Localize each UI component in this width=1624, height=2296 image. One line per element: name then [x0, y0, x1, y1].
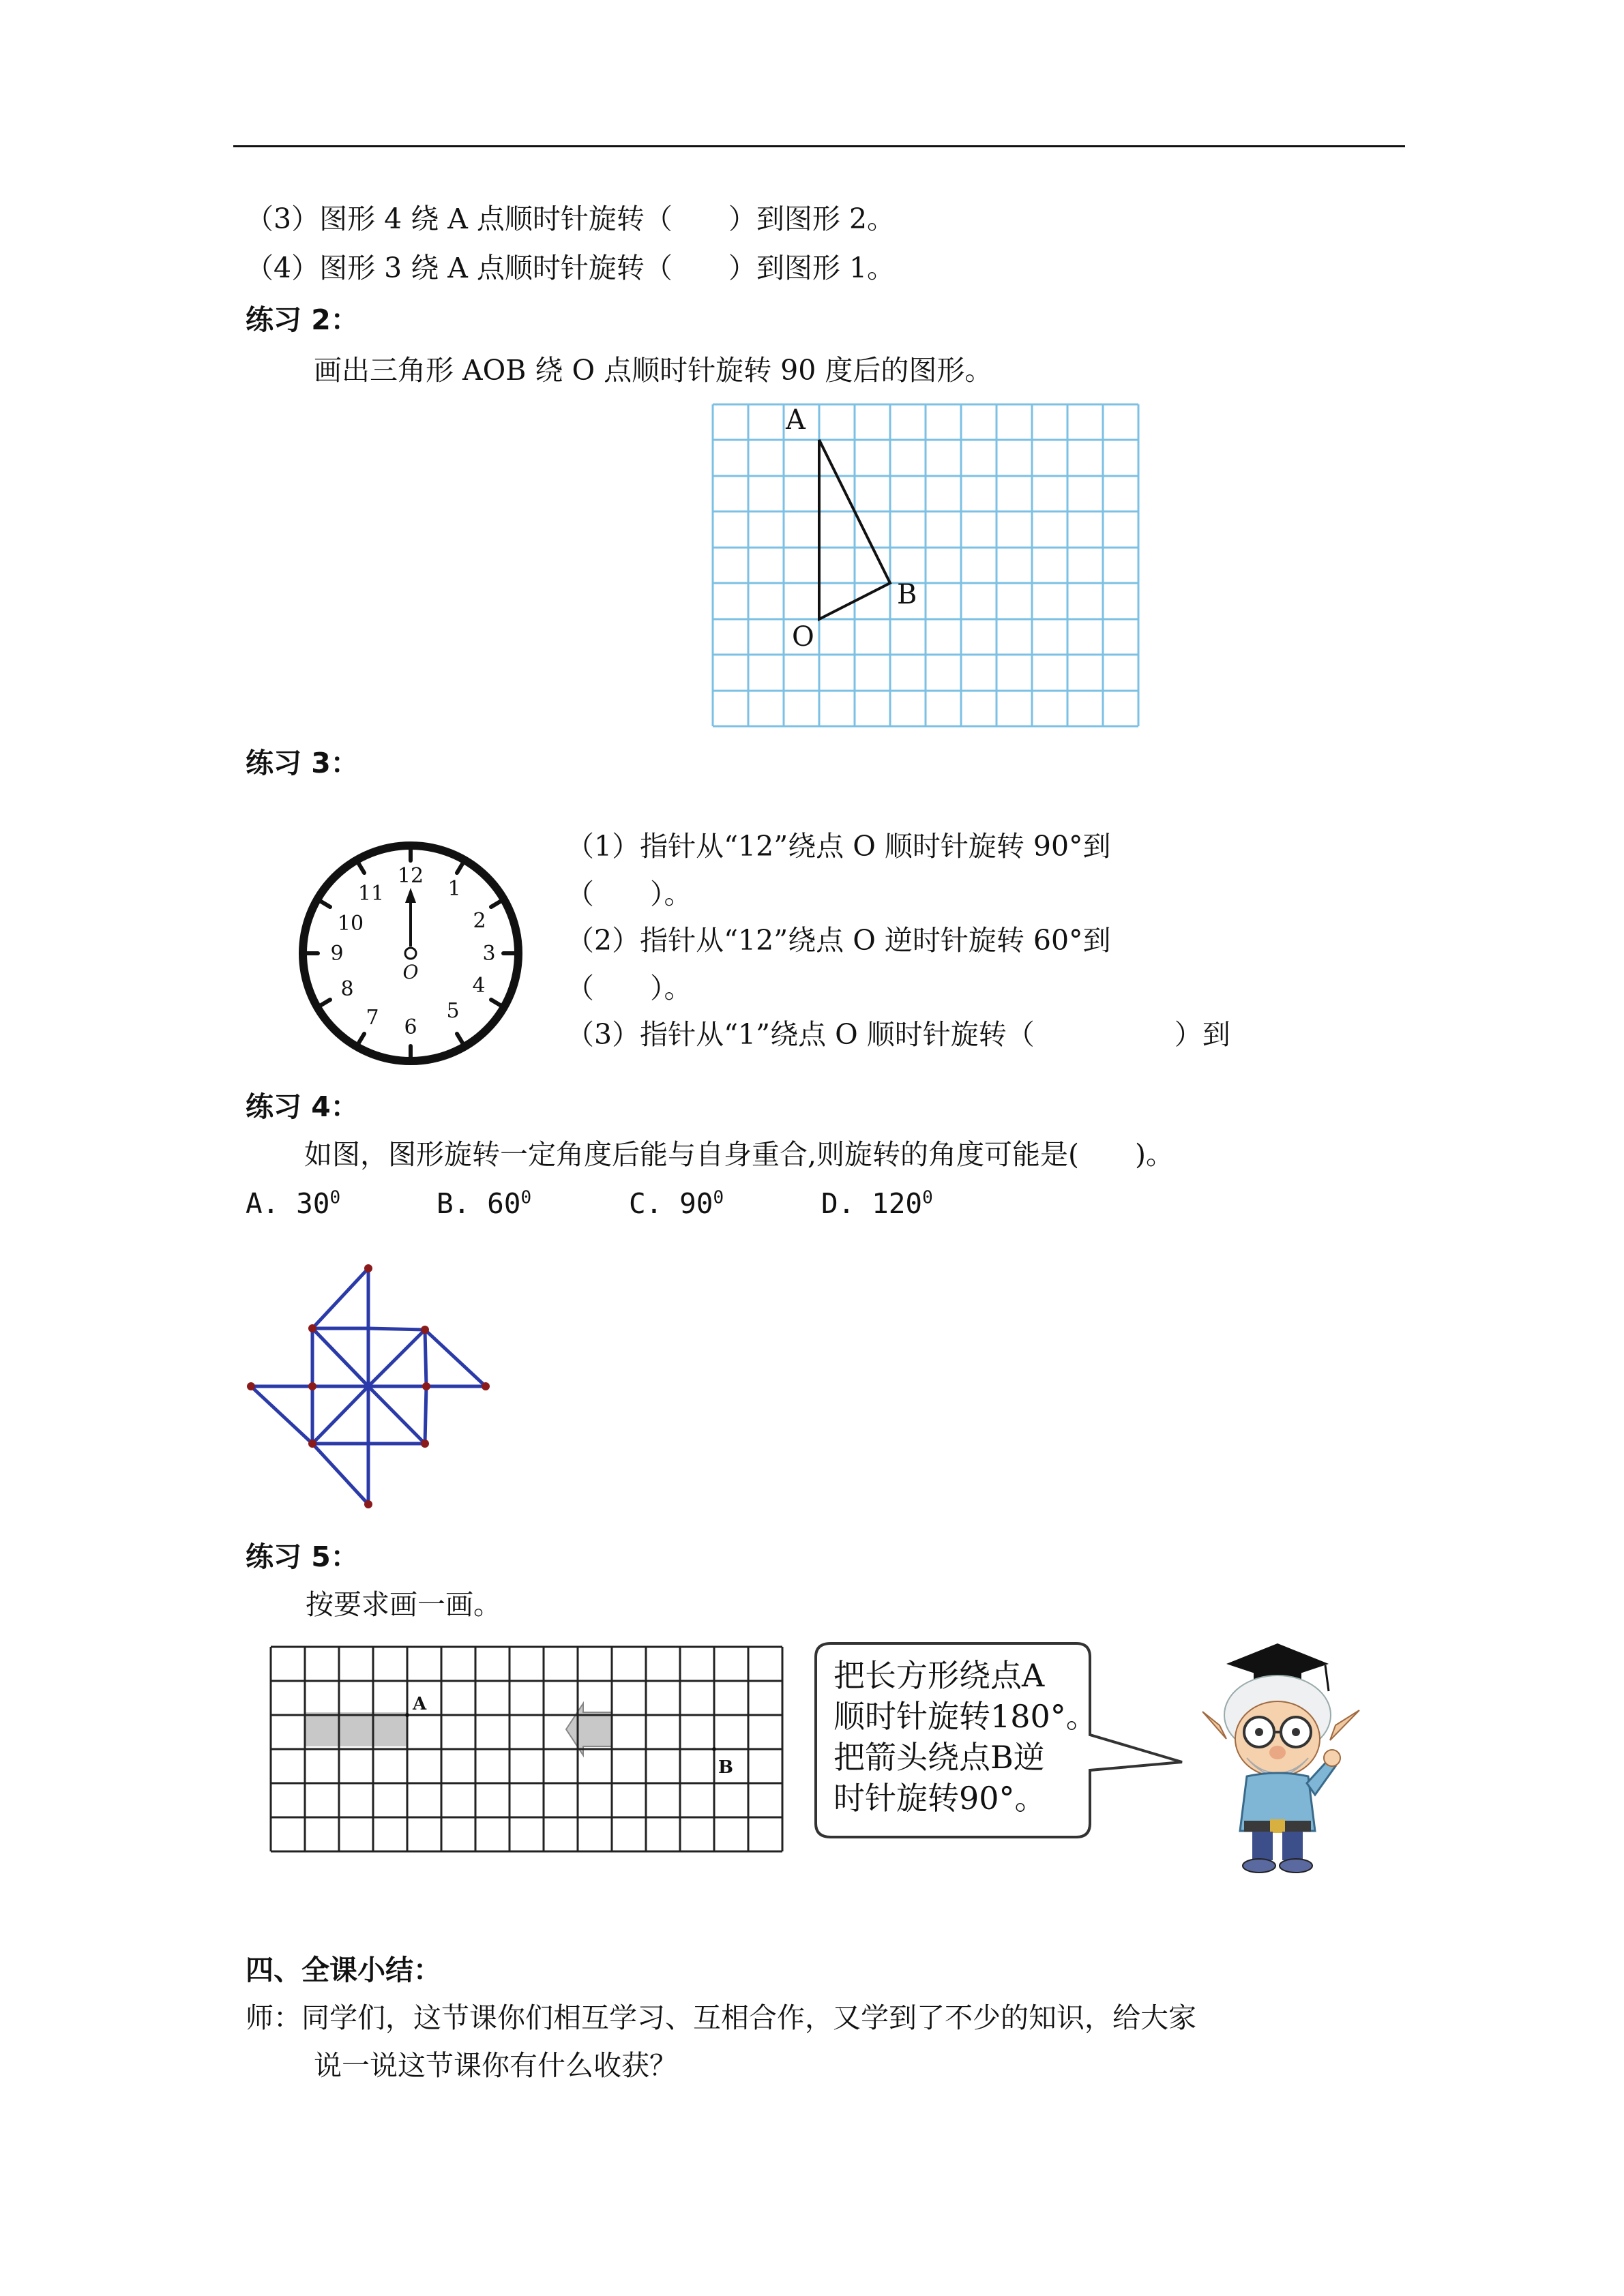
gray-rectangle [305, 1712, 407, 1746]
clock-number-9: 9 [330, 942, 344, 966]
option-a-letter: A. [246, 1187, 280, 1220]
clock-number-8: 8 [340, 977, 354, 1001]
exercise-4-question: 如图，图形旋转一定角度后能与自身重合,则旋转的角度可能是( )。 [304, 1138, 1175, 1171]
point-a-dot [405, 1713, 409, 1717]
black-grid [271, 1647, 782, 1851]
exercise-4-label: 练习 4： [246, 1090, 359, 1123]
clock-number-10: 10 [337, 912, 364, 936]
ex3-q2-line1: （2）指针从“12”绕点 O 逆时针旋转 60°到 [566, 924, 1111, 957]
bubble-line-4: 时针旋转90°。 [833, 1780, 1046, 1817]
option-d [821, 1187, 933, 1221]
clock-number-5: 5 [446, 999, 460, 1023]
ex3-q3-line1: （3）指针从“1”绕点 O 顺时针旋转（ ）到 [566, 1018, 1230, 1051]
shapes-grid-figure [259, 1643, 798, 1862]
grid-point-a-label: A [413, 1694, 427, 1714]
ex3-q1-line1: （1）指针从“12”绕点 O 顺时针旋转 90°到 [566, 830, 1111, 863]
clock-center-label: O [402, 961, 419, 983]
pinwheel-lines [251, 1268, 486, 1504]
option-c [629, 1187, 724, 1221]
option-d-value: 120 [872, 1187, 923, 1220]
exercise-5-label: 练习 5： [246, 1540, 359, 1573]
summary-heading: 四、全课小结： [246, 1954, 441, 1986]
ex3-q2-line2: （ ）。 [566, 972, 692, 1004]
clock-number-7: 7 [366, 1006, 379, 1030]
clock-number-11: 11 [357, 882, 385, 906]
clock-number-12: 12 [397, 864, 424, 888]
exercise-2-label: 练习 2： [246, 303, 359, 336]
option-a [246, 1187, 340, 1221]
clock-number-6: 6 [404, 1015, 417, 1039]
option-d-sup: 0 [922, 1187, 933, 1208]
clock-number-2: 2 [473, 909, 486, 933]
option-b [437, 1187, 531, 1221]
exercise-2-instruction: 画出三角形 AOB 绕 O 点顺时针旋转 90 度后的图形。 [314, 354, 993, 387]
option-b-value: 60 [487, 1187, 521, 1220]
point-b-label: B [897, 579, 917, 610]
blue-grid [713, 404, 1138, 726]
bubble-line-2: 顺时针旋转180°。 [833, 1698, 1097, 1735]
summary-paragraph-line1: 师：同学们，这节课你们相互学习、互相合作，又学到了不少的知识，给大家 [246, 2001, 1196, 2034]
ex3-q1-line2: （ ）。 [566, 878, 692, 910]
point-b-dot [712, 1747, 716, 1751]
clock-number-1: 1 [447, 877, 461, 901]
option-c-letter: C. [629, 1187, 663, 1220]
point-a-label: A [786, 404, 806, 436]
option-c-sup: 0 [713, 1187, 724, 1208]
option-c-value: 90 [679, 1187, 713, 1220]
gray-arrow [566, 1703, 612, 1755]
exercise-3-label: 练习 3： [246, 747, 359, 779]
grid-triangle-figure [703, 399, 1153, 733]
exercise-5-instruction: 按要求画一画。 [306, 1588, 501, 1621]
clock-pivot [405, 948, 416, 959]
option-a-sup: 0 [329, 1187, 341, 1208]
question-3: （3）图形 4 绕 A 点顺时针旋转（ ）到图形 2。 [246, 203, 896, 235]
clock-number-4: 4 [472, 974, 486, 998]
option-b-letter: B. [437, 1187, 471, 1220]
bubble-line-1: 把长方形绕点A [833, 1657, 1045, 1694]
point-o-label: O [792, 621, 814, 653]
option-d-letter: D. [821, 1187, 855, 1220]
pinwheel-figure [239, 1255, 498, 1514]
professor-character-icon [1199, 1637, 1363, 1879]
header-rule [233, 145, 1405, 147]
option-b-sup: 0 [520, 1187, 532, 1208]
summary-paragraph-line2: 说一说这节课你有什么收获？ [314, 2049, 677, 2082]
option-a-value: 30 [296, 1187, 330, 1220]
bubble-line-3: 把箭头绕点B逆 [833, 1739, 1045, 1776]
question-4: （4）图形 3 绕 A 点顺时针旋转（ ）到图形 1。 [246, 252, 896, 284]
clock-number-3: 3 [482, 942, 496, 966]
clock-figure [295, 837, 527, 1069]
grid-point-b-label: B [718, 1757, 733, 1778]
